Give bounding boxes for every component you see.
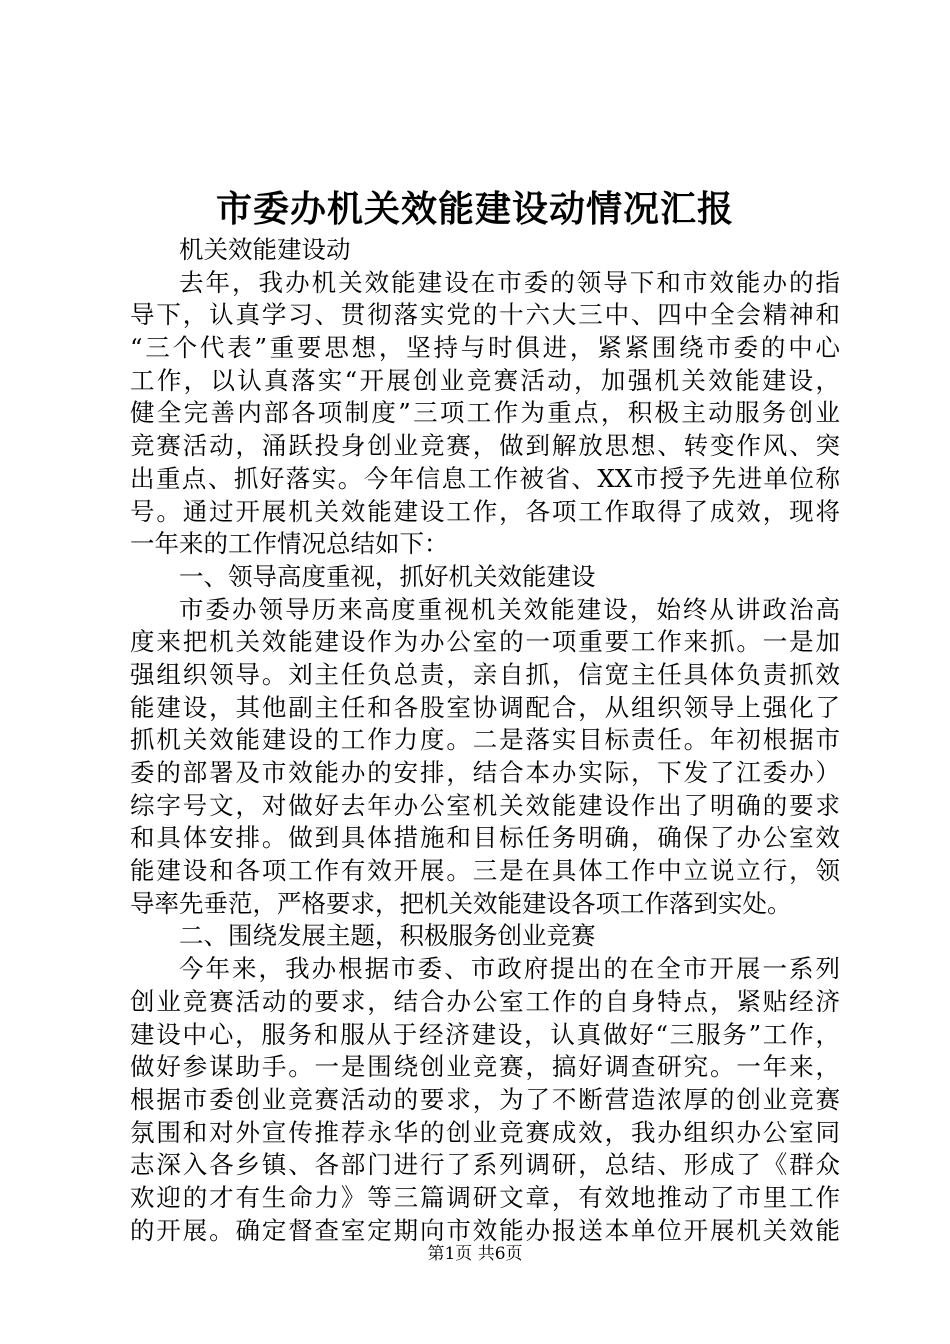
- body-line: 抓机关效能建设的工作力度。二是落实目标责任。年初根据市: [130, 725, 840, 755]
- body-line: 和具体安排。做到具体措施和目标任务明确，确保了办公室效: [130, 823, 840, 853]
- body-line: 志深入各乡镇、各部门进行了系列调研，总结、形成了《群众: [130, 1150, 840, 1180]
- body-line: 机关效能建设动: [179, 235, 351, 264]
- document-body: [130, 234, 840, 1247]
- body-line: 一年来的工作情况总结如下：: [130, 529, 449, 559]
- body-line: 导率先垂范，严格要求，把机关效能建设各项工作落到实处。: [130, 888, 792, 918]
- document-title: 市委办机关效能建设动情况汇报: [215, 188, 734, 230]
- body-line: 做好参谋助手。一是围绕创业竞赛，搞好调查研究。一年来，: [130, 1052, 840, 1082]
- body-line: 氛围和对外宣传推荐永华的创业竞赛成效，我办组织办公室同: [130, 1117, 840, 1147]
- body-line: 委的部署及市效能办的安排，结合本办实际，下发了江委办）: [130, 758, 840, 787]
- body-line: 竞赛活动，涌跃投身创业竞赛，做到解放思想、转变作风、突: [130, 431, 840, 461]
- section-heading: 二、围绕发展主题，积极服务创业竞赛: [179, 921, 596, 951]
- page-number-footer: 第1页 共6页: [427, 1244, 523, 1264]
- body-line: 去年，我办机关效能建设在市委的领导下和市效能办的指: [179, 267, 840, 297]
- body-line: 能建设和各项工作有效开展。三是在具体工作中立说立行，领: [130, 856, 840, 886]
- body-line: 综字号文，对做好去年办公室机关效能建设作出了明确的要求: [130, 790, 840, 820]
- body-line: 强组织领导。刘主任负总责，亲自抓，信宽主任具体负责抓效: [130, 659, 840, 689]
- body-line: 根据市委创业竞赛活动的要求，为了不断营造浓厚的创业竞赛: [130, 1084, 840, 1114]
- body-line: 欢迎的才有生命力》等三篇调研文章，有效地推动了市里工作: [130, 1182, 840, 1212]
- body-line: 的开展。确定督查室定期向市效能办报送本单位开展机关效能: [130, 1215, 840, 1245]
- body-line: 出重点、抓好落实。今年信息工作被省、XX市授予先进单位称: [130, 463, 840, 493]
- body-line: 创业竞赛活动的要求，结合办公室工作的自身特点，紧贴经济: [130, 986, 840, 1016]
- body-line: 度来把机关效能建设作为办公室的一项重要工作来抓。一是加: [130, 627, 840, 657]
- body-line: 今年来，我办根据市委、市政府提出的在全市开展一系列: [179, 954, 840, 984]
- body-line: 建设中心，服务和服从于经济建设，认真做好“三服务”工作，: [130, 1019, 840, 1049]
- body-line: 市委办领导历来高度重视机关效能建设，始终从讲政治高: [179, 594, 840, 624]
- section-heading: 一、领导高度重视，抓好机关效能建设: [179, 561, 596, 591]
- body-line: 能建设，其他副主任和各股室协调配合，从组织领导上强化了: [130, 692, 840, 722]
- body-line: 工作，以认真落实“开展创业竞赛活动，加强机关效能建设，: [130, 365, 840, 395]
- body-line: “三个代表”重要思想，坚持与时俱进，紧紧围绕市委的中心: [130, 333, 840, 363]
- body-line: 健全完善内部各项制度”三项工作为重点，积极主动服务创业: [130, 398, 840, 428]
- body-line: 号。通过开展机关效能建设工作，各项工作取得了成效，现将: [130, 496, 840, 526]
- body-line: 导下，认真学习、贯彻落实党的十六大三中、四中全会精神和: [130, 300, 840, 330]
